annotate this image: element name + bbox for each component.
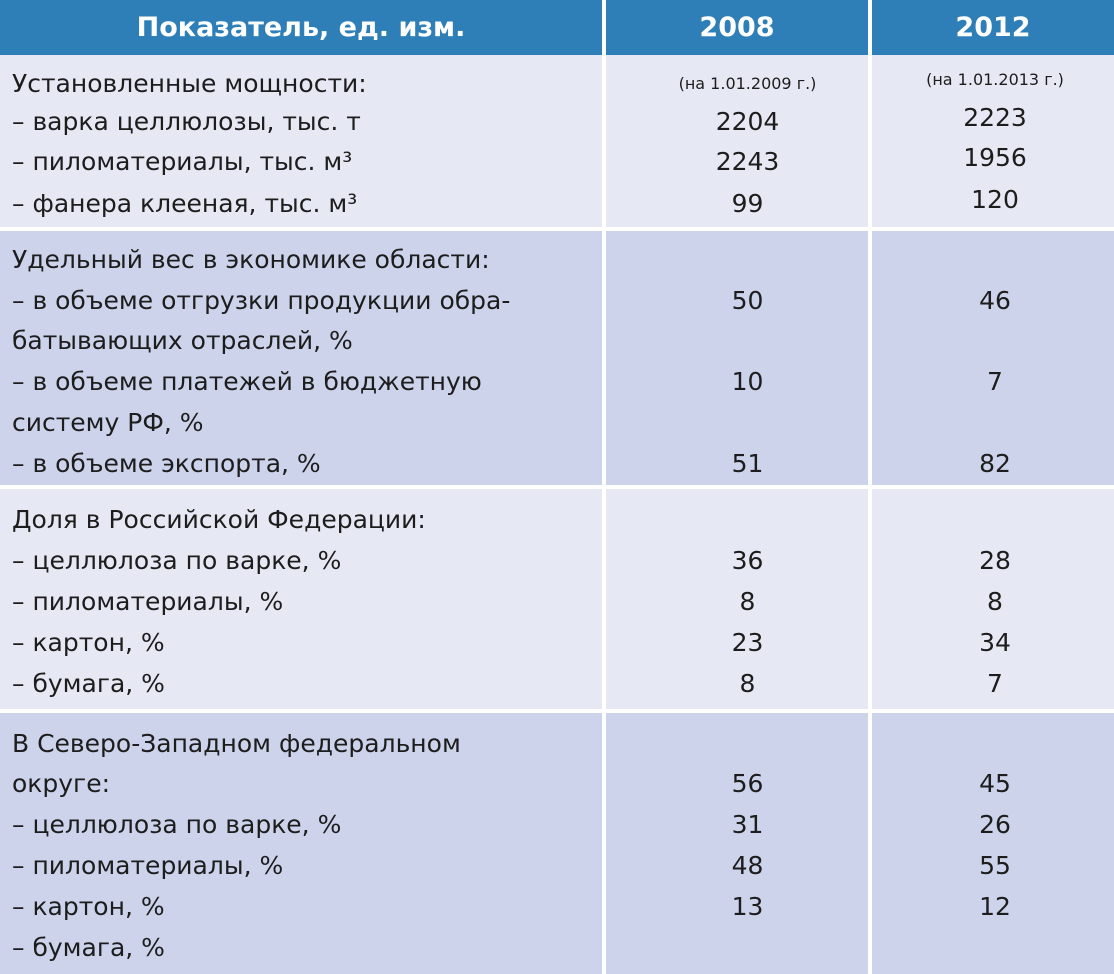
cell-2012: 2223: [963, 103, 1027, 132]
cell-2008: 8: [739, 587, 756, 616]
row-label: – варка целлюлозы, тыс. т: [12, 107, 361, 136]
cell-2012: 45: [979, 769, 1011, 798]
cell-2008: 13: [731, 892, 764, 921]
row-divider: [0, 485, 1114, 489]
cell-2012: 7: [987, 367, 1003, 396]
row-label: – бумага, %: [12, 669, 165, 698]
row-label: – картон, %: [12, 892, 165, 921]
section-title: Удельный вес в экономике области:: [12, 245, 490, 274]
row-divider: [0, 709, 1114, 713]
cell-2008: 2243: [715, 147, 780, 176]
cell-2012: 120: [971, 185, 1019, 214]
cell-2008: 8: [739, 669, 756, 698]
row-label: – целлюлоза по варке, %: [12, 810, 342, 839]
cell-2008: 48: [731, 851, 764, 880]
note-2012: (на 1.01.2013 г.): [926, 70, 1064, 89]
cell-2008: 36: [731, 546, 764, 575]
cell-2008: 56: [731, 769, 764, 798]
row-label: – целлюлоза по варке, %: [12, 546, 342, 575]
row-label-line: систему РФ, %: [12, 408, 204, 437]
cell-2012: 82: [979, 449, 1011, 478]
row-label-line: – в объеме отгрузки продукции обра-: [12, 286, 511, 315]
cell-2008: 10: [731, 367, 764, 396]
row-label: – фанера клееная, тыс. м³: [12, 189, 358, 218]
note-2008: (на 1.01.2009 г.): [678, 74, 817, 93]
cell-2012: 26: [979, 810, 1011, 839]
header-year-2008: 2008: [699, 12, 775, 43]
row-label: – пиломатериалы, %: [12, 851, 284, 880]
row-label-line: – в объеме платежей в бюджетную: [12, 367, 482, 396]
row-label: – пиломатериалы, %: [12, 587, 284, 616]
cell-2012: 8: [987, 587, 1003, 616]
section-title-line: В Северо-Западном федеральном: [12, 729, 461, 758]
row-label: – бумага, %: [12, 933, 165, 962]
section-title-line: округе:: [12, 769, 110, 798]
header-year-2012: 2012: [955, 12, 1031, 43]
row-label: – пиломатериалы, тыс. м³: [12, 147, 353, 176]
cell-2008: 2204: [715, 107, 780, 136]
cell-2012: 12: [979, 892, 1011, 921]
cell-2012: 55: [979, 851, 1011, 880]
cell-2008: 50: [731, 286, 764, 315]
cell-2012: 34: [979, 628, 1011, 657]
cell-2008: 51: [731, 449, 764, 478]
cell-2012: 28: [979, 546, 1011, 575]
row-label-line: батывающих отраслей, %: [12, 326, 353, 355]
header-indicator: Показатель, ед. изм.: [136, 12, 466, 43]
cell-2012: 7: [987, 669, 1003, 698]
cell-2012: 1956: [963, 143, 1027, 172]
section-title: Установленные мощности:: [12, 69, 367, 98]
cell-2008: 23: [731, 628, 764, 657]
cell-2008: 99: [731, 189, 764, 218]
section-title: Доля в Российской Федерации:: [12, 505, 426, 534]
row-label: – в объеме экспорта, %: [12, 449, 321, 478]
row-divider: [0, 227, 1114, 231]
cell-2012: 46: [979, 286, 1011, 315]
cell-2008: 31: [731, 810, 764, 839]
row-label: – картон, %: [12, 628, 165, 657]
